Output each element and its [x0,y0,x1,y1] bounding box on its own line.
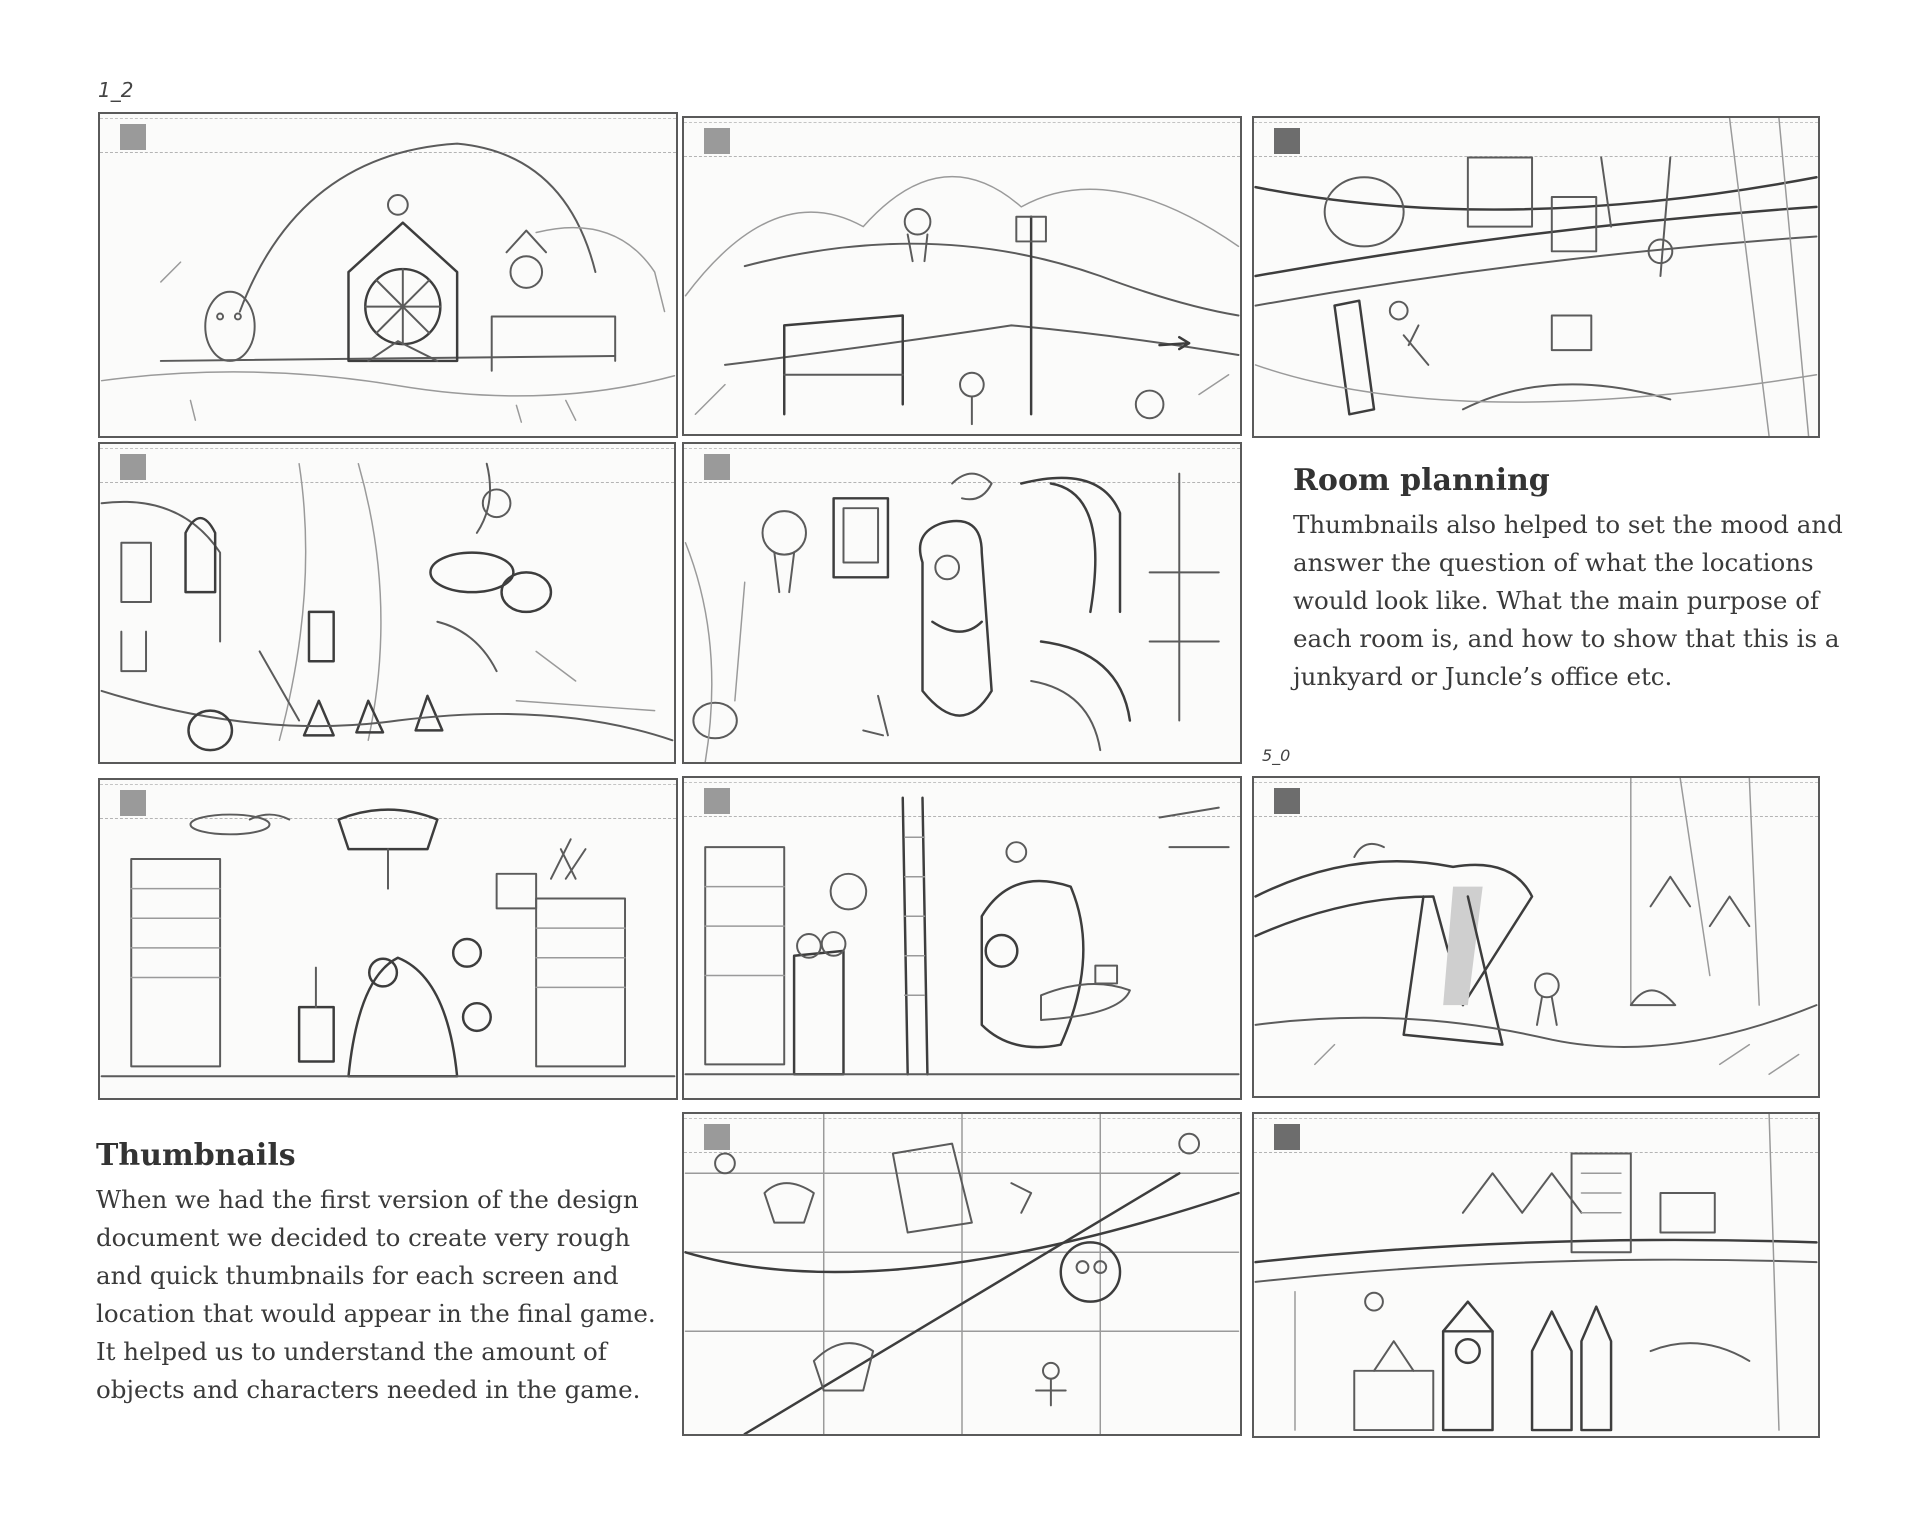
room-planning-line: would look like. What the main purpose of [1293,586,1820,615]
thumbnail-panel-5 [682,442,1242,764]
room-planning-line: Thumbnails also helped to set the mood and [1293,510,1843,539]
sketch-workshop [100,444,674,762]
thumbnail-panel-3 [1252,116,1820,438]
note-5-0: 5_0 [1262,746,1291,765]
sketch-pipes-monster [684,444,1240,762]
thumbnail-panel-8 [1252,776,1820,1098]
thumbnail-panel-4 [98,442,676,764]
thumbnail-panel-7 [682,776,1242,1100]
thumbnails-line: document we decided to create very rough [96,1223,631,1252]
sketch-castle-town [1254,1114,1818,1436]
thumbnail-panel-10 [1252,1112,1820,1438]
sketch-hillside-house [100,114,676,436]
sketch-tilted-rooms [684,1114,1240,1434]
thumbnails-line: When we had the first version of the design [96,1185,639,1214]
room-planning-title: Room planning [1293,463,1550,498]
thumbnails-line: objects and characters needed in the game. [96,1375,641,1404]
thumbnails-line: location that would appear in the final game. [96,1299,656,1328]
thumbnails-text [96,1138,676,1409]
note-1-2: 1_2 [98,78,134,102]
thumbnails-title: Thumbnails [96,1138,296,1173]
room-planning-line: answer the question of what the locations [1293,548,1814,577]
room-planning-line: each room is, and how to show that this is a [1293,624,1840,653]
sketch-hills-tower [684,118,1240,434]
thumbnails-line: and quick thumbnails for each screen and [96,1261,619,1290]
sketch-forest-arch [1254,778,1818,1096]
room-planning-line: junkyard or Juncle’s office etc. [1293,662,1673,691]
room-planning-text [1293,463,1853,696]
thumbnails-line: It helped us to understand the amount of [96,1337,607,1366]
thumbnails-body [96,1181,676,1409]
room-planning-body [1293,506,1853,696]
sketch-office [100,780,676,1098]
sketch-tree-interior [1254,118,1818,436]
thumbnail-panel-6 [98,778,678,1100]
thumbnail-panel-2 [682,116,1242,436]
sketch-junk-room [684,778,1240,1098]
thumbnail-panel-9 [682,1112,1242,1436]
thumbnail-panel-1 [98,112,678,438]
